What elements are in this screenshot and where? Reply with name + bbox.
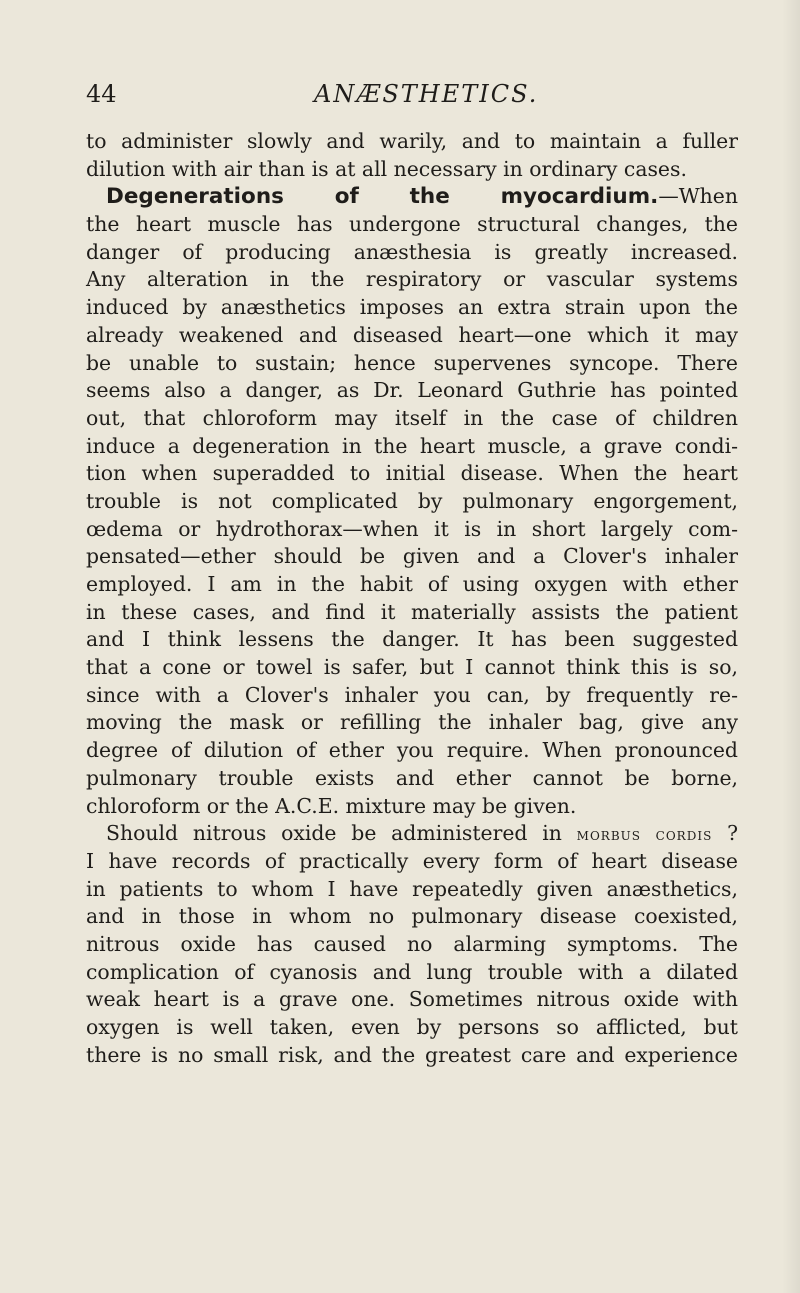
- text-line: chloroform or the A.C.E. mixture may be given.: [86, 793, 577, 818]
- text-line: Any alteration in the respiratory or vascular systems: [86, 267, 738, 292]
- text-line: trouble is not complicated by pulmonary engorgement,: [86, 488, 738, 513]
- text-line: in patients to whom I have repeatedly given anæsthetics,: [86, 876, 738, 901]
- text-line: nitrous oxide has caused no alarming symptoms. The: [86, 931, 738, 956]
- section-heading-line: [86, 183, 738, 211]
- section-heading: Degenerations of the myocardium.: [106, 184, 659, 210]
- body-text: [86, 128, 738, 1069]
- text-line: to administer slowly and warily, and to maintain a fuller: [86, 129, 738, 153]
- text-line: danger of producing anæsthesia is greatly increased.: [86, 239, 738, 264]
- text-line: oxygen is well taken, even by persons so afflicted, but: [86, 1015, 738, 1039]
- small-caps-term: morbus cordis: [576, 825, 713, 846]
- text-line: moving the mask or refilling the inhaler bag, give any: [86, 710, 738, 735]
- text-line: and I think lessens the danger. It has been suggested: [86, 627, 738, 652]
- text-fragment: ?: [727, 821, 738, 846]
- text-line: —When: [658, 184, 738, 209]
- text-line: œdema or hydrothorax—when it is in short largely com-: [86, 516, 738, 541]
- text-line: complication of cyanosis and lung trouble with a dilated: [86, 959, 738, 984]
- text-line: there is no small risk, and the greatest care and experience: [86, 1042, 738, 1067]
- text-line: already weakened and diseased heart—one which it may: [86, 322, 738, 347]
- text-line: since with a Clover's inhaler you can, by frequently re-: [86, 682, 738, 707]
- text-line: induce a degeneration in the heart muscle, a grave condi-: [86, 433, 738, 458]
- running-head: ANÆSTHETICS.: [314, 80, 539, 108]
- text-line: tion when superadded to initial disease. When the heart: [86, 461, 738, 486]
- text-line: that a cone or towel is safer, but I cannot think this is so,: [86, 655, 738, 680]
- text-line: be unable to sustain; hence supervenes syncope. There: [86, 350, 738, 375]
- text-line: out, that chloroform may itself in the case of children: [86, 405, 738, 430]
- text-line: induced by anæsthetics imposes an extra strain upon the: [86, 295, 738, 320]
- text-line: in these cases, and find it materially assists the patient: [86, 599, 738, 624]
- text-line: [86, 820, 738, 848]
- text-fragment: Should nitrous oxide be administered in: [106, 821, 562, 846]
- text-line: employed. I am in the habit of using oxygen with ether: [86, 572, 738, 596]
- text-line: degree of dilution of ether you require. When pronounced: [86, 738, 738, 763]
- text-line: weak heart is a grave one. Sometimes nitrous oxide with: [86, 987, 738, 1012]
- text-line: I have records of practically every form of heart disease: [86, 848, 738, 873]
- text-line: pulmonary trouble exists and ether cannot be borne,: [86, 765, 738, 790]
- page-edge-shadow: [782, 0, 800, 1293]
- text-line: seems also a danger, as Dr. Leonard Guthrie has pointed: [86, 378, 738, 403]
- text-line: the heart muscle has undergone structural changes, the: [86, 212, 738, 237]
- page-number: 44: [86, 80, 117, 108]
- text-line: and in those in whom no pulmonary disease coexisted,: [86, 904, 738, 929]
- text-line: dilution with air than is at all necessary in ordinary cases.: [86, 156, 687, 181]
- page-header: [86, 80, 736, 110]
- text-line: pensated—ether should be given and a Clover's inhaler: [86, 544, 738, 569]
